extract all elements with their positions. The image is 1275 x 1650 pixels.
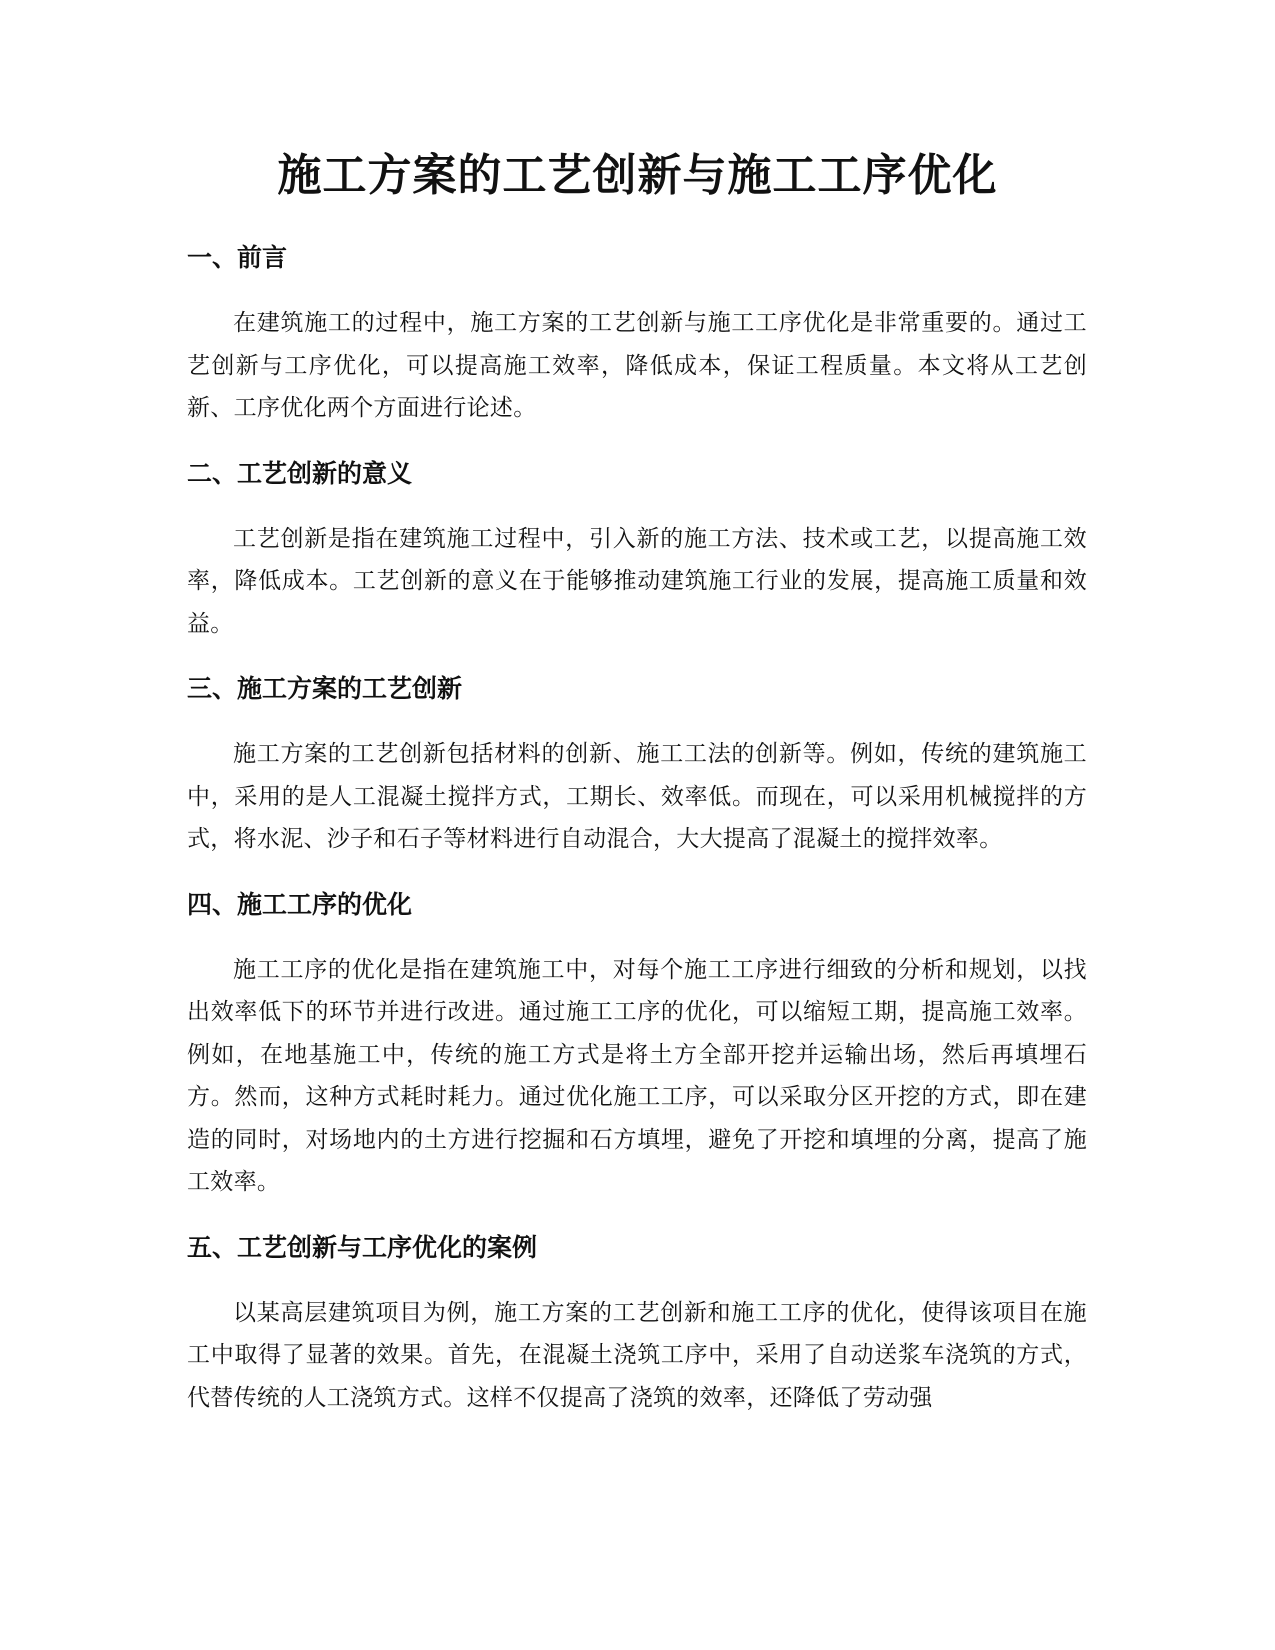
- document-title: 施工方案的工艺创新与施工工序优化: [277, 150, 998, 201]
- section-case-study: [187, 1230, 1087, 1420]
- section-paragraph: 在建筑施工的过程中，施工方案的工艺创新与施工工序优化是非常重要的。通过工艺创新与工序优化，可以提高施工效率，降低成本，保证工程质量。本文将从工艺创新、工序优化两个方面进行论述。: [187, 310, 1087, 421]
- section-heading: 五、工艺创新与工序优化的案例: [187, 1232, 538, 1262]
- document-body: [187, 240, 1087, 1445]
- section-heading: 二、工艺创新的意义: [187, 458, 413, 488]
- section-heading: 一、前言: [187, 243, 288, 272]
- section-plan-innovation: [187, 671, 1087, 861]
- section-process-optimization: [187, 887, 1087, 1204]
- section-paragraph: 施工方案的工艺创新包括材料的创新、施工工法的创新等。例如，传统的建筑施工中，采用的是人工混凝土搅拌方式，工期长、效率低。而现在，可以采用机械搅拌的方式，将水泥、沙子和石子等材料进行自动混合，大大提高了混凝土的搅拌效率。: [187, 741, 1087, 852]
- section-preface: [187, 240, 1087, 430]
- section-paragraph: 以某高层建筑项目为例，施工方案的工艺创新和施工工序的优化，使得该项目在施工中取得了显著的效果。首先，在混凝土浇筑工序中，采用了自动送浆车浇筑的方式，代替传统的人工浇筑方式。这样不仅提高了浇筑的效率，还降低了劳动强: [187, 1299, 1087, 1411]
- section-paragraph: 工艺创新是指在建筑施工过程中，引入新的施工方法、技术或工艺，以提高施工效率，降低成本。工艺创新的意义在于能够推动建筑施工行业的发展，提高施工质量和效益。: [187, 525, 1087, 637]
- section-heading: 三、施工方案的工艺创新: [187, 674, 463, 703]
- section-paragraph: 施工工序的优化是指在建筑施工中，对每个施工工序进行细致的分析和规划，以找出效率低下的环节并进行改进。通过施工工序的优化，可以缩短工期，提高施工效率。例如，在地基施工中，传统的施工方式是将土方全部开挖并运输出场，然后再填埋石方。然而，这种方式耗时耗力。通过优化施工工序，可以采取分区开挖的方式，即在建造的同时，对场地内的土方进行挖掘和石方填埋，避免了开挖和填埋的分离，提高了施工效率。: [187, 956, 1087, 1195]
- section-heading: 四、施工工序的优化: [187, 889, 413, 919]
- section-innovation-meaning: [187, 456, 1087, 646]
